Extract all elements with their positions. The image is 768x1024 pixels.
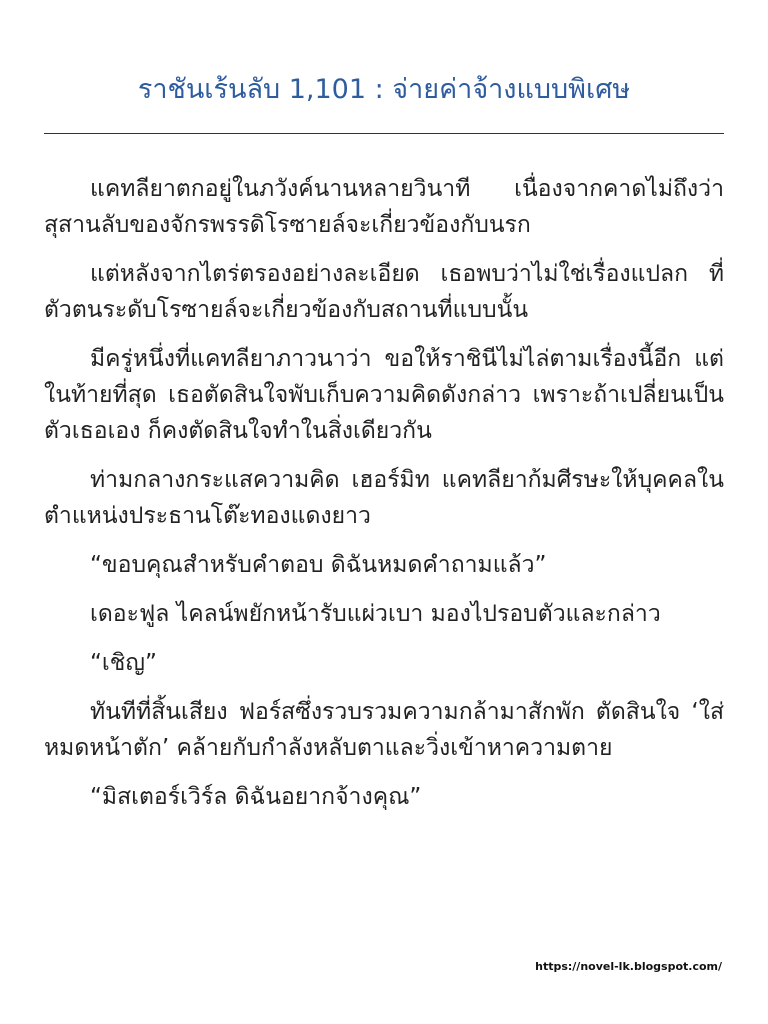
paragraph: แต่หลังจากไตร่ตรองอย่างละเอียด เธอพบว่าไม่ใช่เรื่องแปลก ที่ตัวตนระดับโรซายล์จะเกี่ยวข้องกับสถานที่แบบนั้น [44,261,724,323]
dialogue-paragraph: “มิสเตอร์เวิร์ล ดิฉันอยากจ้างคุณ” [90,784,422,810]
chapter-title: ราชันเร้นลับ 1,101 : จ่ายค่าจ้างแบบพิเศษ [137,74,631,105]
dialogue-paragraph: “ขอบคุณสำหรับคำตอบ ดิฉันหมดคำถามแล้ว” [90,552,547,578]
dialogue-paragraph: “เชิญ” [90,650,157,676]
paragraph: ท่ามกลางกระแสความคิด เฮอร์มิท แคทลียาก้มศีรษะให้บุคคลในตำแหน่งประธานโต๊ะทองแดงยาว [44,467,724,529]
paragraph: มีครู่หนึ่งที่แคทลียาภาวนาว่า ขอให้ราชินีไม่ไล่ตามเรื่องนี้อีก แต่ในท้ายที่สุด เธอตัดสินใจพับเก็บความคิดดังกล่าว เพราะถ้าเปลี่ยนเป็นตัวเธอเอง ก็คงตัดสินใจทำในสิ่งเดียวกัน [44,346,724,444]
source-url: https://novel-lk.blogspot.com/ [535,960,722,973]
paragraph: เดอะฟูล ไคลน์พยักหน้ารับแผ่วเบา มองไปรอบตัวและกล่าว [90,601,661,627]
paragraph: แคทลียาตกอยู่ในภวังค์นานหลายวินาที เนื่องจากคาดไม่ถึงว่าสุสานลับของจักรพรรดิโรซายล์จะเกี่ยวข้องกับนรก [44,176,724,238]
paragraph: ทันทีที่สิ้นเสียง ฟอร์สซึ่งรวบรวมความกล้ามาสักพัก ตัดสินใจ ‘ใส่หมดหน้าตัก’ คล้ายกับกำลังหลับตาและวิ่งเข้าหาความตาย [44,699,724,761]
chapter-body [44,171,724,828]
title-divider [44,133,724,134]
